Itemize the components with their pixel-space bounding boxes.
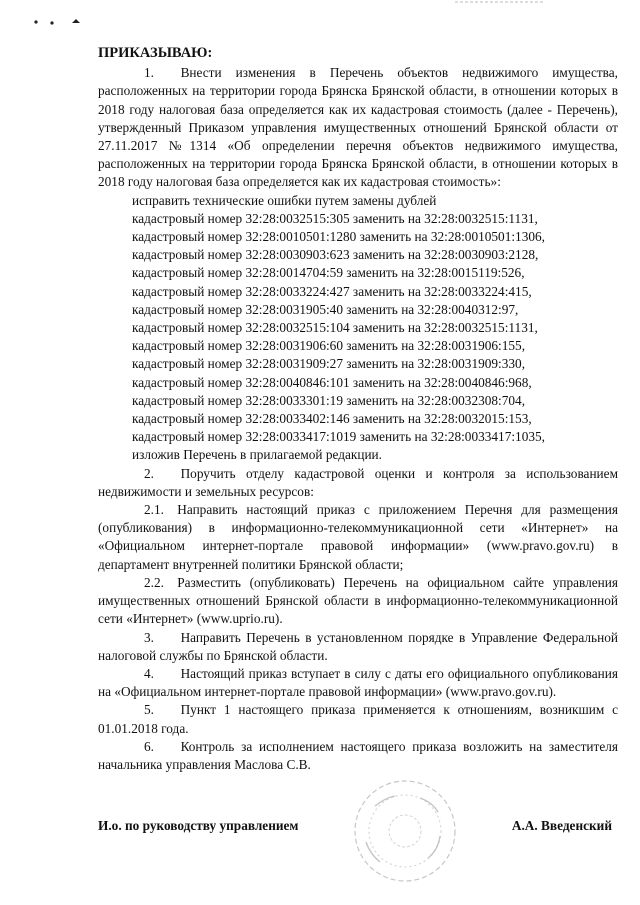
- cadastral-line: кадастровый номер 32:28:0033301:19 заменить на 32:28:0032308:704,: [132, 392, 526, 408]
- cadastral-list: [98, 210, 618, 447]
- scan-artifact-line: [455, 0, 545, 6]
- signatory-name: А.А. Введенский: [511, 818, 612, 833]
- official-seal-stamp: [350, 776, 460, 886]
- paragraph-1: 1. Внести изменения в Перечень объектов недвижимого имущества, расположенных на территории города Брянска Брянской области, в отношении которых в 2018 году налоговая база определяется как их кадастровая стоимость (далее - Перечень), утвержденный Приказом управления имущественных отношений Брянской области от 27.11.2017 №1314 «Об определении перечня объектов недвижимого имущества, расположенных на территории города Брянска Брянской области, в отношении которых в 2018 году налоговая база определяется как их кадастровая стоимость»:: [98, 65, 618, 190]
- cadastral-line: кадастровый номер 32:28:0040846:101 заменить на 32:28:0040846:968,: [132, 374, 532, 390]
- cadastral-line: кадастровый номер 32:28:0010501:1280 заменить на 32:28:0010501:1306,: [132, 229, 545, 245]
- order-heading: ПРИКАЗЫВАЮ:: [98, 45, 213, 61]
- document-body: [98, 44, 618, 774]
- cadastral-line: кадастровый номер 32:28:0030903:623 заменить на 32:28:0030903:2128,: [132, 247, 539, 263]
- fix-outro: изложив Перечень в прилагаемой редакции.: [132, 447, 382, 463]
- cadastral-line: кадастровый номер 32:28:0033417:1019 заменить на 32:28:0033417:1035,: [132, 429, 545, 445]
- paragraph-4: 4. Настоящий приказ вступает в силу с даты его официального опубликования на «Официальном интернет-портале правовой информации» (www.pravo.gov.ru).: [98, 665, 618, 700]
- paragraph-2: 2. Поручить отделу кадастровой оценки и контроля за использованием недвижимости и земельных ресурсов:: [98, 465, 618, 499]
- paragraph-2-1: 2.1. Направить настоящий приказ с приложением Перечня для размещения (опубликования) в информационно-телекоммуникационной сети «Интернет» на «Официальном интернет-портале правовой информации» (www.pravo.gov.ru) в департамент внутренней политики Брянской области;: [98, 502, 618, 572]
- paragraph-6: 6. Контроль за исполнением настоящего приказа возложить на заместителя начальника управления Маслова С.В.: [98, 738, 618, 772]
- fix-intro: исправить технические ошибки путем замены дублей: [132, 192, 437, 208]
- cadastral-line: кадастровый номер 32:28:0031906:60 заменить на 32:28:0031906:155,: [132, 338, 526, 354]
- paragraph-2-2: 2.2. Разместить (опубликовать) Перечень на официальном сайте управления имущественных отношений Брянской области в информационно-телекоммуникационной сети «Интернет» (www.uprio.ru).: [98, 574, 618, 627]
- cadastral-line: кадастровый номер 32:28:0032515:104 заменить на 32:28:0032515:1131,: [132, 320, 538, 336]
- cadastral-line: кадастровый номер 32:28:0033402:146 заменить на 32:28:0032015:153,: [132, 411, 532, 427]
- cadastral-line: кадастровый номер 32:28:0031905:40 заменить на 32:28:0040312:97,: [132, 301, 519, 317]
- paragraph-5: 5. Пункт 1 настоящего приказа применяется к отношениям, возникшим с 01.01.2018 года.: [98, 702, 618, 736]
- paragraph-3: 3. Направить Перечень в установленном порядке в Управление Федеральной налоговой службы по Брянской области.: [98, 629, 618, 663]
- cadastral-line: кадастровый номер 32:28:0014704:59 заменить на 32:28:0015119:526,: [132, 265, 525, 281]
- cadastral-line: кадастровый номер 32:28:0033224:427 заменить на 32:28:0033224:415,: [132, 283, 532, 299]
- cadastral-line: кадастровый номер 32:28:0032515:305 заменить на 32:28:0032515:1131,: [132, 210, 538, 226]
- scan-artifact-dots: [28, 14, 88, 28]
- cadastral-line: кадастровый номер 32:28:0031909:27 заменить на 32:28:0031909:330,: [132, 356, 526, 372]
- signatory-position: И.о. по руководству управлением: [98, 818, 299, 833]
